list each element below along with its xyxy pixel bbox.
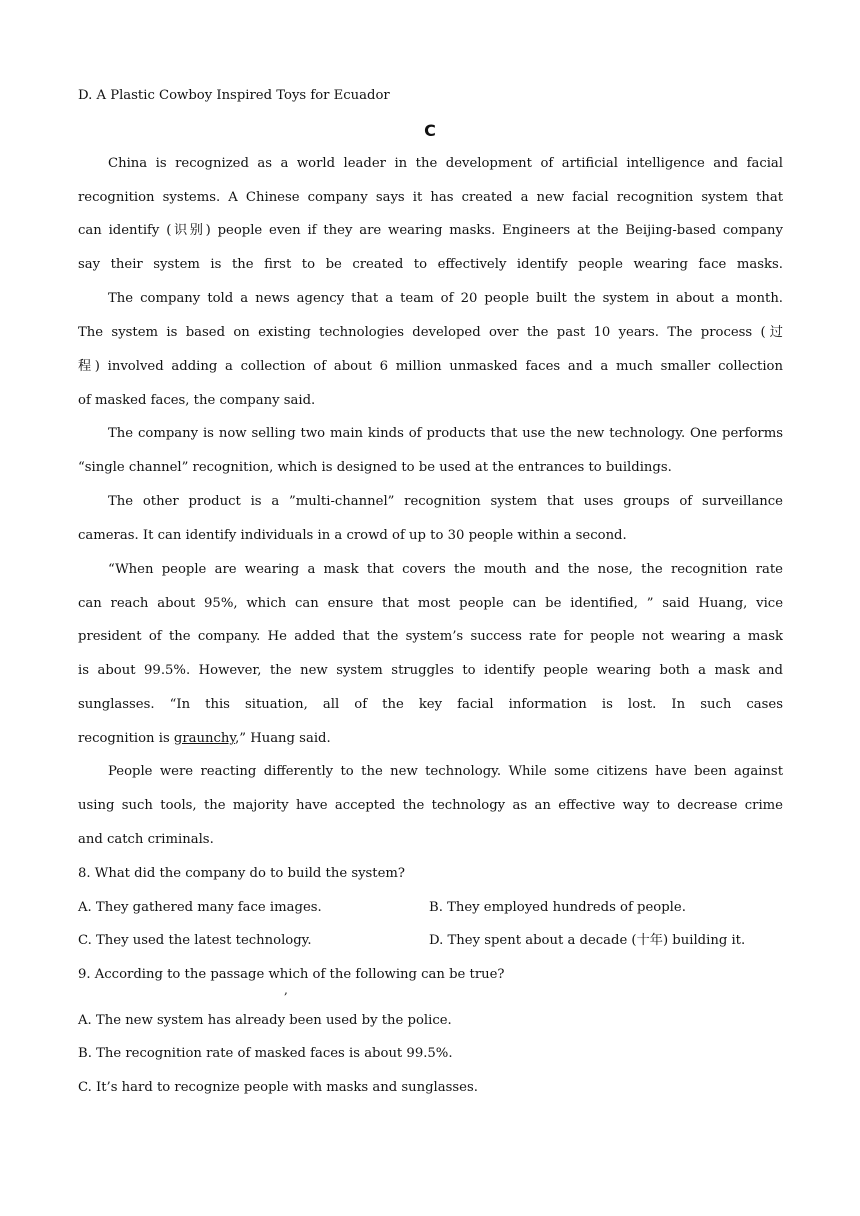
- passage-p6-line: using such tools, the majority have accepted the technology as an effective way to decrease crime: [78, 798, 783, 813]
- passage-p1-line: recognition systems. A Chinese company says it has created a new facial recognition system that: [78, 190, 783, 205]
- passage-p4-line: cameras. It can identify individuals in a crowd of up to 30 people within a second.: [78, 528, 627, 543]
- question-8-stem: 8. What did the company do to build the system?: [78, 866, 405, 881]
- passage-p1-line: China is recognized as a world leader in the development of artificial intelligence and facial: [108, 156, 783, 171]
- question-8-option-d[interactable]: D. They spent about a decade (十年) building it.: [429, 933, 746, 948]
- passage-p5-line: president of the company. He added that the system’s success rate for people not wearing a mask: [78, 629, 783, 644]
- question-8-option-a[interactable]: A. They gathered many face images.: [78, 900, 322, 915]
- question-9-option-b[interactable]: B. The recognition rate of masked faces is about 99.5%.: [78, 1046, 453, 1061]
- question-9-stem: 9. According to the passage which of the following can be true?: [78, 967, 505, 982]
- passage-p2-line: The company told a news agency that a team of 20 people built the system in about a month.: [108, 291, 783, 306]
- question-8-option-c[interactable]: C. They used the latest technology.: [78, 933, 312, 948]
- passage-p2-line: The system is based on existing technologies developed over the past 10 years. The process (过: [78, 325, 783, 340]
- stray-comma: ,: [284, 983, 288, 997]
- passage-p2-line: of masked faces, the company said.: [78, 393, 316, 408]
- passage-p5-line: is about 99.5%. However, the new system struggles to identify people wearing both a mask and: [78, 663, 783, 678]
- passage-p5-line: “When people are wearing a mask that covers the mouth and the nose, the recognition rate: [108, 562, 783, 577]
- passage-p6-line: and catch criminals.: [78, 832, 214, 847]
- passage-text: ,” Huang said.: [235, 731, 331, 746]
- passage-p5-last-line: [78, 729, 783, 749]
- previous-question-option-d: D. A Plastic Cowboy Inspired Toys for Ecuador: [78, 88, 390, 103]
- question-9-option-a[interactable]: A. The new system has already been used by the police.: [78, 1013, 452, 1028]
- passage-p4-line: The other product is a ”multi-channel” recognition system that uses groups of surveillance: [108, 494, 783, 509]
- passage-p1-line: say their system is the first to be created to effectively identify people wearing face masks.: [78, 257, 783, 272]
- passage-p6-line: People were reacting differently to the new technology. While some citizens have been against: [108, 764, 783, 779]
- underlined-word: graunchy: [173, 731, 236, 746]
- passage-p5-line: can reach about 95%, which can ensure that most people can be identified, ” said Huang, vice: [78, 596, 783, 611]
- passage-text: recognition is: [78, 731, 174, 746]
- passage-p1-line: can identify (识别) people even if they are wearing masks. Engineers at the Beijing-based company: [78, 223, 783, 238]
- passage-p2-line: 程) involved adding a collection of about 6 million unmasked faces and a much smaller collection: [78, 359, 783, 374]
- question-8-option-b[interactable]: B. They employed hundreds of people.: [429, 900, 686, 915]
- passage-p5-line: sunglasses. “In this situation, all of the key facial information is lost. In such cases: [78, 697, 783, 712]
- section-title: C: [424, 121, 436, 140]
- passage-p3-line: The company is now selling two main kinds of products that use the new technology. One performs: [108, 426, 783, 441]
- passage-p3-line: “single channel” recognition, which is designed to be used at the entrances to buildings.: [78, 460, 672, 475]
- question-9-option-c[interactable]: C. It’s hard to recognize people with masks and sunglasses.: [78, 1080, 478, 1095]
